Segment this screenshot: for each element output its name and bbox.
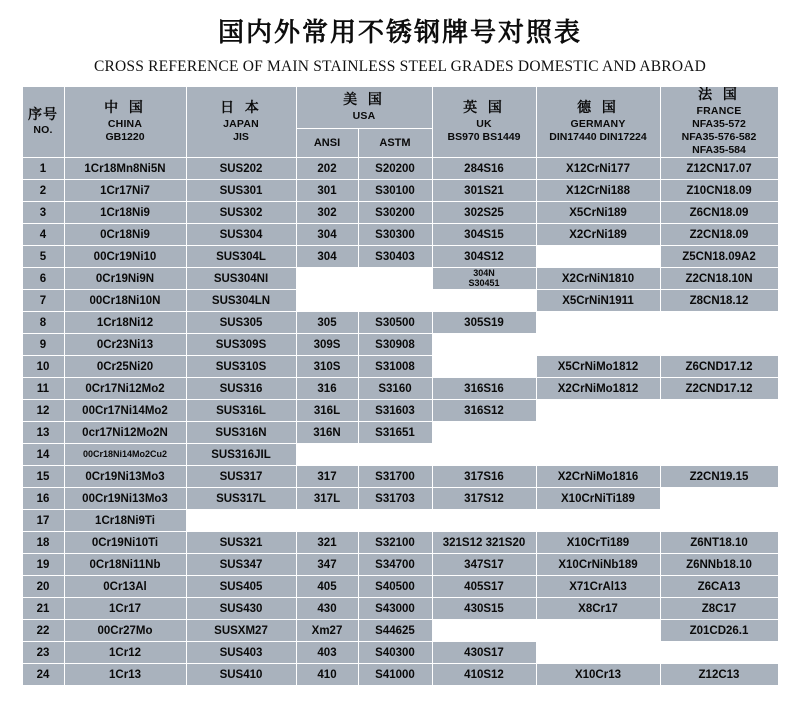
cell-uk <box>432 620 536 642</box>
cell-ansi: 317L <box>296 488 358 510</box>
table-row <box>22 268 778 290</box>
cell-japan: SUS430 <box>186 598 296 620</box>
cell-uk <box>432 334 536 356</box>
cell-japan: SUS310S <box>186 356 296 378</box>
cell-china: 0Cr19Ni13Mo3 <box>64 466 186 488</box>
cell-uk: 302S25 <box>432 202 536 224</box>
cell-china: 1Cr18Ni9Ti <box>64 510 186 532</box>
cell-ansi: 202 <box>296 158 358 180</box>
cell-uk <box>432 356 536 378</box>
header-china: 中 国 CHINA GB1220 <box>64 87 186 158</box>
table-row <box>22 488 778 510</box>
header-germany: 德 国 GERMANY DIN17440 DIN17224 <box>536 87 660 158</box>
cell-ansi: 310S <box>296 356 358 378</box>
table-row <box>22 378 778 400</box>
header-uk: 英 国 UK BS970 BS1449 <box>432 87 536 158</box>
header-usa-astm: ASTM <box>358 128 432 157</box>
cell-germany <box>536 334 660 356</box>
cell-uk: 284S16 <box>432 158 536 180</box>
cell-france: Z2CN19.15 <box>660 466 778 488</box>
cell-ansi: Xm27 <box>296 620 358 642</box>
cell-no: 24 <box>22 664 64 686</box>
cell-astm: S40300 <box>358 642 432 664</box>
cell-no: 18 <box>22 532 64 554</box>
cell-japan: SUS316L <box>186 400 296 422</box>
cell-ansi <box>296 290 358 312</box>
cell-no: 23 <box>22 642 64 664</box>
cell-china: 0Cr19Ni9N <box>64 268 186 290</box>
cell-no: 13 <box>22 422 64 444</box>
header-usa-ansi: ANSI <box>296 128 358 157</box>
cell-japan: SUS403 <box>186 642 296 664</box>
cell-japan <box>186 510 296 532</box>
cell-no: 4 <box>22 224 64 246</box>
cell-astm: S34700 <box>358 554 432 576</box>
cell-astm: S30403 <box>358 246 432 268</box>
cell-astm: S41000 <box>358 664 432 686</box>
cell-ansi: 302 <box>296 202 358 224</box>
cell-no: 21 <box>22 598 64 620</box>
cell-japan: SUS304LN <box>186 290 296 312</box>
cell-japan: SUSXM27 <box>186 620 296 642</box>
cell-china: 1Cr18Mn8Ni5N <box>64 158 186 180</box>
cell-astm: S40500 <box>358 576 432 598</box>
cell-ansi: 316L <box>296 400 358 422</box>
table-row <box>22 180 778 202</box>
cell-japan: SUS317 <box>186 466 296 488</box>
cell-uk: 316S12 <box>432 400 536 422</box>
cell-china: 0Cr18Ni9 <box>64 224 186 246</box>
table-row <box>22 642 778 664</box>
cell-uk: 305S19 <box>432 312 536 334</box>
cell-germany: X12CrNi188 <box>536 180 660 202</box>
cell-no: 19 <box>22 554 64 576</box>
cell-japan: SUS317L <box>186 488 296 510</box>
cell-france <box>660 422 778 444</box>
table-row <box>22 290 778 312</box>
cell-france: Z8C17 <box>660 598 778 620</box>
table-row <box>22 444 778 466</box>
cell-china: 0Cr23Ni13 <box>64 334 186 356</box>
cell-china: 00Cr19Ni13Mo3 <box>64 488 186 510</box>
cell-france <box>660 312 778 334</box>
table-row <box>22 334 778 356</box>
cell-astm <box>358 444 432 466</box>
cell-germany: X10CrNiNb189 <box>536 554 660 576</box>
cell-france <box>660 642 778 664</box>
cell-china: 00Cr18Ni10N <box>64 290 186 312</box>
cell-germany: X2CrNiN1810 <box>536 268 660 290</box>
cell-france: Z6CND17.12 <box>660 356 778 378</box>
cell-uk <box>432 444 536 466</box>
cell-japan: SUS316 <box>186 378 296 400</box>
cell-china: 0Cr17Ni12Mo2 <box>64 378 186 400</box>
cell-no: 12 <box>22 400 64 422</box>
cell-china: 0Cr19Ni10Ti <box>64 532 186 554</box>
cell-china: 00Cr18Ni14Mo2Cu2 <box>64 444 186 466</box>
cell-no: 7 <box>22 290 64 312</box>
page-title-chinese: 国内外常用不锈钢牌号对照表 <box>217 18 582 48</box>
cell-ansi <box>296 268 358 290</box>
header-no: 序号 NO. <box>22 87 64 158</box>
table-row <box>22 224 778 246</box>
cell-france: Z2CN18.09 <box>660 224 778 246</box>
cell-ansi: 304 <box>296 224 358 246</box>
cell-astm: S30908 <box>358 334 432 356</box>
cell-germany: X10CrTi189 <box>536 532 660 554</box>
table-row <box>22 202 778 224</box>
cell-china: 0Cr13Al <box>64 576 186 598</box>
cell-no: 5 <box>22 246 64 268</box>
cell-ansi: 305 <box>296 312 358 334</box>
cell-china: 00Cr27Mo <box>64 620 186 642</box>
cell-uk: 317S12 <box>432 488 536 510</box>
cell-germany <box>536 400 660 422</box>
cell-uk <box>432 422 536 444</box>
cell-france: Z10CN18.09 <box>660 180 778 202</box>
table-row <box>22 510 778 532</box>
cell-no: 9 <box>22 334 64 356</box>
cell-china: 00Cr19Ni10 <box>64 246 186 268</box>
cell-ansi: 316N <box>296 422 358 444</box>
cell-france <box>660 400 778 422</box>
cell-japan: SUS347 <box>186 554 296 576</box>
cell-germany: X10Cr13 <box>536 664 660 686</box>
cell-uk: 316S16 <box>432 378 536 400</box>
table-row <box>22 158 778 180</box>
cell-uk <box>432 290 536 312</box>
cell-uk: 321S12 321S20 <box>432 532 536 554</box>
cell-ansi: 304 <box>296 246 358 268</box>
cell-france: Z01CD26.1 <box>660 620 778 642</box>
steel-grade-cross-reference-table <box>22 86 779 686</box>
table-row <box>22 246 778 268</box>
cell-astm: S31008 <box>358 356 432 378</box>
cell-ansi: 403 <box>296 642 358 664</box>
cell-japan: SUS304L <box>186 246 296 268</box>
cell-germany <box>536 510 660 532</box>
cell-astm: S31603 <box>358 400 432 422</box>
cell-uk: 405S17 <box>432 576 536 598</box>
cell-astm: S44625 <box>358 620 432 642</box>
cell-france: Z12C13 <box>660 664 778 686</box>
cell-no: 6 <box>22 268 64 290</box>
cell-astm: S32100 <box>358 532 432 554</box>
cell-germany: X5CrNiN1911 <box>536 290 660 312</box>
cell-no: 3 <box>22 202 64 224</box>
cell-uk: 347S17 <box>432 554 536 576</box>
table-row <box>22 356 778 378</box>
cell-germany: X8Cr17 <box>536 598 660 620</box>
cell-no: 16 <box>22 488 64 510</box>
cell-astm: S20200 <box>358 158 432 180</box>
cell-astm: S30100 <box>358 180 432 202</box>
table-row <box>22 620 778 642</box>
cell-china: 0Cr25Ni20 <box>64 356 186 378</box>
table-body <box>22 158 778 686</box>
cell-china: 1Cr17Ni7 <box>64 180 186 202</box>
cell-uk <box>432 510 536 532</box>
table-row <box>22 422 778 444</box>
cell-ansi: 347 <box>296 554 358 576</box>
cell-no: 20 <box>22 576 64 598</box>
cell-astm <box>358 290 432 312</box>
cell-uk: 430S15 <box>432 598 536 620</box>
cell-ansi: 301 <box>296 180 358 202</box>
cell-japan: SUS302 <box>186 202 296 224</box>
cell-china: 1Cr18Ni12 <box>64 312 186 334</box>
cell-ansi: 430 <box>296 598 358 620</box>
cell-france: Z6CA13 <box>660 576 778 598</box>
cell-germany: X10CrNiTi189 <box>536 488 660 510</box>
header-usa: 美 国 USA <box>296 87 432 129</box>
header-japan: 日 本 JAPAN JIS <box>186 87 296 158</box>
cell-astm: S31700 <box>358 466 432 488</box>
cell-france: Z5CN18.09A2 <box>660 246 778 268</box>
cell-france: Z12CN17.07 <box>660 158 778 180</box>
cell-germany: X2CrNiMo1812 <box>536 378 660 400</box>
cell-uk: 410S12 <box>432 664 536 686</box>
table-row <box>22 664 778 686</box>
cell-uk: 317S16 <box>432 466 536 488</box>
cell-germany <box>536 246 660 268</box>
cell-japan: SUS304NI <box>186 268 296 290</box>
cell-no: 8 <box>22 312 64 334</box>
cell-japan: SUS305 <box>186 312 296 334</box>
cell-france: Z6NT18.10 <box>660 532 778 554</box>
cell-japan: SUS405 <box>186 576 296 598</box>
cell-france <box>660 488 778 510</box>
table-row <box>22 466 778 488</box>
cell-china: 0Cr18Ni11Nb <box>64 554 186 576</box>
cell-japan: SUS316JIL <box>186 444 296 466</box>
cell-japan: SUS410 <box>186 664 296 686</box>
cell-france: Z2CND17.12 <box>660 378 778 400</box>
cell-no: 14 <box>22 444 64 466</box>
cell-france: Z6CN18.09 <box>660 202 778 224</box>
table-row <box>22 312 778 334</box>
table-row <box>22 598 778 620</box>
table-row <box>22 400 778 422</box>
cell-japan: SUS321 <box>186 532 296 554</box>
cell-astm <box>358 510 432 532</box>
cell-japan: SUS309S <box>186 334 296 356</box>
cell-germany: X5CrNiMo1812 <box>536 356 660 378</box>
cell-astm: S30300 <box>358 224 432 246</box>
cell-germany: X2CrNiMo1816 <box>536 466 660 488</box>
cell-germany <box>536 422 660 444</box>
cell-uk: 304S12 <box>432 246 536 268</box>
cell-japan: SUS301 <box>186 180 296 202</box>
cell-germany: X2CrNi189 <box>536 224 660 246</box>
cell-astm: S3160 <box>358 378 432 400</box>
cell-no: 10 <box>22 356 64 378</box>
cell-france: Z6NNb18.10 <box>660 554 778 576</box>
cell-astm: S30200 <box>358 202 432 224</box>
page-title-english: CROSS REFERENCE OF MAIN STAINLESS STEEL GRADES DOMESTIC AND ABROAD <box>93 58 707 75</box>
cell-uk: 304N S30451 <box>432 268 536 290</box>
cell-no: 15 <box>22 466 64 488</box>
cell-japan: SUS304 <box>186 224 296 246</box>
cell-germany <box>536 444 660 466</box>
table-row <box>22 554 778 576</box>
table-row <box>22 532 778 554</box>
cell-astm: S31703 <box>358 488 432 510</box>
cell-china: 1Cr18Ni9 <box>64 202 186 224</box>
cell-france: Z2CN18.10N <box>660 268 778 290</box>
cell-germany <box>536 312 660 334</box>
cell-france <box>660 444 778 466</box>
cell-no: 2 <box>22 180 64 202</box>
cell-germany: X12CrNi177 <box>536 158 660 180</box>
cell-ansi <box>296 510 358 532</box>
cell-france <box>660 510 778 532</box>
cell-japan: SUS202 <box>186 158 296 180</box>
cell-japan: SUS316N <box>186 422 296 444</box>
cell-china: 1Cr13 <box>64 664 186 686</box>
cell-china: 1Cr17 <box>64 598 186 620</box>
cell-china: 00Cr17Ni14Mo2 <box>64 400 186 422</box>
cell-germany <box>536 642 660 664</box>
cell-germany: X5CrNi189 <box>536 202 660 224</box>
cell-no: 17 <box>22 510 64 532</box>
cell-uk: 430S17 <box>432 642 536 664</box>
cell-no: 1 <box>22 158 64 180</box>
cell-ansi <box>296 444 358 466</box>
cell-uk: 304S15 <box>432 224 536 246</box>
cell-ansi: 317 <box>296 466 358 488</box>
cell-astm: S30500 <box>358 312 432 334</box>
cell-ansi: 321 <box>296 532 358 554</box>
cell-no: 22 <box>22 620 64 642</box>
cell-france: Z8CN18.12 <box>660 290 778 312</box>
cell-germany <box>536 620 660 642</box>
cell-germany: X71CrAl13 <box>536 576 660 598</box>
cell-ansi: 405 <box>296 576 358 598</box>
table-row <box>22 576 778 598</box>
cell-ansi: 410 <box>296 664 358 686</box>
header-france: 法 国 FRANCE NFA35-572 NFA35-576-582 NFA35-584 <box>660 87 778 158</box>
cell-uk: 301S21 <box>432 180 536 202</box>
cell-ansi: 309S <box>296 334 358 356</box>
cell-china: 1Cr12 <box>64 642 186 664</box>
cell-china: 0cr17Ni12Mo2N <box>64 422 186 444</box>
cell-no: 11 <box>22 378 64 400</box>
cell-astm: S31651 <box>358 422 432 444</box>
cell-france <box>660 334 778 356</box>
cell-astm <box>358 268 432 290</box>
cell-astm: S43000 <box>358 598 432 620</box>
cell-ansi: 316 <box>296 378 358 400</box>
